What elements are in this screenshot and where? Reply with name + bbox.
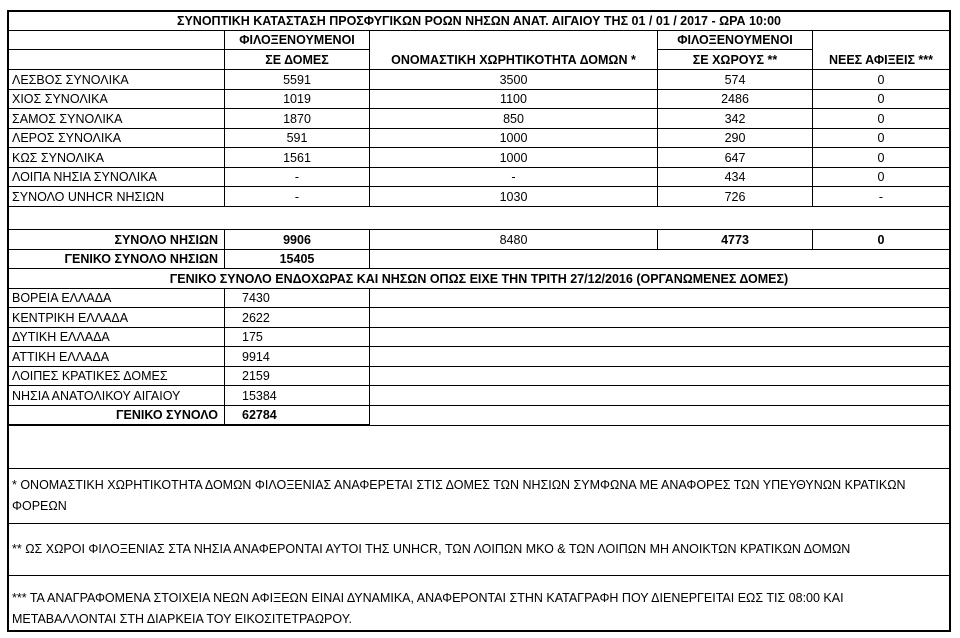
island-spaces: 647 — [658, 148, 813, 168]
island-name: ΣΥΝΟΛΟ UNHCR ΝΗΣΙΩΝ — [9, 187, 225, 207]
island-name: ΚΩΣ ΣΥΝΟΛΙΚΑ — [9, 148, 225, 168]
island-name: ΣΑΜΟΣ ΣΥΝΟΛΙΚΑ — [9, 109, 225, 129]
region-row — [9, 367, 949, 386]
island-name: ΛΕΣΒΟΣ ΣΥΝΟΛΙΚΑ — [9, 70, 225, 90]
report-sheet — [7, 10, 951, 632]
footnote-3 — [9, 576, 949, 630]
island-capacity: 850 — [370, 109, 658, 129]
region-blank — [370, 328, 949, 347]
island-capacity: 3500 — [370, 70, 658, 90]
islands-grand-total-blank — [370, 250, 949, 269]
island-structures: 591 — [225, 129, 370, 148]
region-name: ΑΤΤΙΚΗ ΕΛΛΑΔΑ — [9, 347, 225, 367]
island-row — [9, 109, 949, 129]
island-spaces: 342 — [658, 109, 813, 129]
island-capacity: - — [370, 168, 658, 187]
island-row — [9, 168, 949, 187]
region-name: ΛΟΙΠΕΣ ΚΡΑΤΙΚΕΣ ΔΟΜΕΣ — [9, 367, 225, 386]
island-row — [9, 90, 949, 109]
island-capacity: 1030 — [370, 187, 658, 207]
island-arrivals: 0 — [813, 168, 949, 187]
footnote-3-text: *** ΤΑ ΑΝΑΓΡΑΦΟΜΕΝΑ ΣΤΟΙΧΕΙΑ ΝΕΩΝ ΑΦΙΞΕΩΝ ΕΙΝΑΙ ΔΥΝΑΜΙΚΑ, ΑΝΑΦΕΡΟΝΤΑΙ ΣΤΗΝ ΚΑΤΑΓΡΑΦΗ ΠΟΥ ΔΙΕΝΕΡΓΕΙΤΑΙ ΕΩΣ ΤΙΣ 08:00 ΚΑΙ ΜΕΤΑΒΑΛΛΟΝΤΑΙ ΣΤΗ ΔΙΑΡΚΕΙΑ ΤΟΥ ΕΙΚΟΣΙΤΕΤΡΑΩΡΟΥ. — [12, 591, 844, 626]
region-row — [9, 328, 949, 347]
region-name: ΒΟΡΕΙΑ ΕΛΛΑΔΑ — [9, 289, 225, 308]
islands-total-label: ΣΥΝΟΛΟ ΝΗΣΙΩΝ — [9, 230, 225, 250]
footnote-1 — [9, 469, 949, 524]
mainland-title: ΓΕΝΙΚΟ ΣΥΝΟΛΟ ΕΝΔΟΧΩΡΑΣ ΚΑΙ ΝΗΣΩΝ ΟΠΩΣ ΕΙΧΕ ΤΗΝ ΤΡΙΤΗ 27/12/2016 (ΟΡΓΑΝΩΜΕΝΕΣ ΔΟΜΕΣ) — [9, 269, 949, 289]
region-row — [9, 289, 949, 308]
islands-grand-total-label: ΓΕΝΙΚΟ ΣΥΝΟΛΟ ΝΗΣΙΩΝ — [9, 250, 225, 269]
region-value: 7430 — [225, 289, 370, 308]
island-capacity: 1100 — [370, 90, 658, 109]
region-value: 175 — [225, 328, 370, 347]
island-structures: - — [225, 187, 370, 207]
island-row — [9, 148, 949, 168]
header-hosted-top: ΦΙΛΟΞΕΝΟΥΜΕΝΟΙ — [225, 31, 370, 50]
islands-total-row — [9, 230, 949, 250]
region-blank — [370, 308, 949, 328]
region-name: ΚΕΝΤΡΙΚΗ ΕΛΛΑΔΑ — [9, 308, 225, 328]
header-new-arrivals: ΝΕΕΣ ΑΦΙΞΕΙΣ *** — [813, 50, 949, 70]
island-arrivals: 0 — [813, 70, 949, 90]
region-row — [9, 308, 949, 328]
region-value: 2159 — [225, 367, 370, 386]
title-row — [9, 12, 949, 31]
report-title: ΣΥΝΟΠΤΙΚΗ ΚΑΤΑΣΤΑΣΗ ΠΡΟΣΦΥΓΙΚΩΝ ΡΟΩΝ ΝΗΣΩΝ ΑΝΑΤ. ΑΙΓΑΙΟΥ ΤΗΣ 01 / 01 / 2017 - ΩΡΑ 10:00 — [9, 12, 949, 31]
region-row — [9, 386, 949, 406]
islands-total-spaces: 4773 — [658, 230, 813, 250]
island-structures: 1019 — [225, 90, 370, 109]
island-row — [9, 70, 949, 90]
island-name: ΛΟΙΠΑ ΝΗΣΙΑ ΣΥΝΟΛΙΚΑ — [9, 168, 225, 187]
island-arrivals: 0 — [813, 109, 949, 129]
header-hosted-structures: ΣΕ ΔΟΜΕΣ — [225, 50, 370, 70]
island-structures: 5591 — [225, 70, 370, 90]
mainland-title-row — [9, 269, 949, 289]
island-row — [9, 129, 949, 148]
region-name: ΝΗΣΙΑ ΑΝΑΤΟΛΙΚΟΥ ΑΙΓΑΙΟΥ — [9, 386, 225, 406]
islands-grand-total-value: 15405 — [225, 250, 370, 269]
footnote-1-text: * ΟΝΟΜΑΣΤΙΚΗ ΧΩΡΗΤΙΚΟΤΗΤΑ ΔΟΜΩΝ ΦΙΛΟΞΕΝΙΑΣ ΑΝΑΦΕΡΕΤΑΙ ΣΤΙΣ ΔΟΜΕΣ ΤΩΝ ΝΗΣΙΩΝ ΣΥΜΦΩΝΑ ΜΕ ΑΝΑΦΟΡΕΣ ΤΩΝ ΥΠΕΥΘΥΝΩΝ ΚΡΑΤΙΚΩΝ ΦΟΡΕΩΝ — [12, 478, 906, 513]
island-row — [9, 187, 949, 207]
region-blank — [370, 367, 949, 386]
grand-total-value: 62784 — [225, 406, 370, 425]
island-spaces: 434 — [658, 168, 813, 187]
island-capacity: 1000 — [370, 148, 658, 168]
island-spaces: 726 — [658, 187, 813, 207]
spacer-cell — [9, 207, 949, 230]
islands-total-arrivals: 0 — [813, 230, 949, 250]
grand-total-blank — [370, 406, 601, 425]
spacer-row — [9, 207, 949, 230]
island-name: ΛΕΡΟΣ ΣΥΝΟΛΙΚΑ — [9, 129, 225, 148]
header-hosted-spaces: ΣΕ ΧΩΡΟΥΣ ** — [658, 50, 813, 70]
islands-total-capacity: 8480 — [370, 230, 658, 250]
region-value: 15384 — [225, 386, 370, 406]
grand-total-label: ΓΕΝΙΚΟ ΣΥΝΟΛΟ — [9, 406, 225, 425]
region-blank — [370, 347, 949, 367]
header-blank-2 — [9, 50, 225, 70]
region-name: ΔΥΤΙΚΗ ΕΛΛΑΔΑ — [9, 328, 225, 347]
island-arrivals: 0 — [813, 129, 949, 148]
header-row-2 — [9, 50, 949, 70]
region-value: 9914 — [225, 347, 370, 367]
island-spaces: 290 — [658, 129, 813, 148]
island-structures: - — [225, 168, 370, 187]
region-value: 2622 — [225, 308, 370, 328]
island-spaces: 574 — [658, 70, 813, 90]
islands-grand-total-row — [9, 250, 949, 269]
region-blank — [370, 386, 949, 406]
island-structures: 1870 — [225, 109, 370, 129]
island-arrivals: - — [813, 187, 949, 207]
header-row-1 — [9, 31, 949, 50]
island-spaces: 2486 — [658, 90, 813, 109]
header-arrivals-top — [813, 31, 949, 50]
region-blank — [370, 289, 949, 308]
island-structures: 1561 — [225, 148, 370, 168]
footnote-2-text: ** ΩΣ ΧΩΡΟΙ ΦΙΛΟΞΕΝΙΑΣ ΣΤΑ ΝΗΣΙΑ ΑΝΑΦΕΡΟΝΤΑΙ ΑΥΤΟΙ ΤΗΣ UNHCR, ΤΩΝ ΛΟΙΠΩΝ ΜΚΟ & ΤΩΝ ΛΟΙΠΩΝ ΜΗ ΑΝΟΙΚΤΩΝ ΚΡΑΤΙΚΩΝ ΔΟΜΩΝ — [12, 542, 851, 556]
island-name: ΧΙΟΣ ΣΥΝΟΛΙΚΑ — [9, 90, 225, 109]
grand-total-row — [9, 406, 949, 425]
header-capacity-top — [370, 31, 658, 50]
region-row — [9, 347, 949, 367]
empty-block — [9, 425, 949, 469]
header-blank — [9, 31, 225, 50]
island-arrivals: 0 — [813, 90, 949, 109]
footnote-2 — [9, 524, 949, 576]
header-hosted-top-2: ΦΙΛΟΞΕΝΟΥΜΕΝΟΙ — [658, 31, 813, 50]
header-capacity: ΟΝΟΜΑΣΤΙΚΗ ΧΩΡΗΤΙΚΟΤΗΤΑ ΔΟΜΩΝ * — [370, 50, 658, 70]
island-arrivals: 0 — [813, 148, 949, 168]
island-capacity: 1000 — [370, 129, 658, 148]
islands-total-structures: 9906 — [225, 230, 370, 250]
